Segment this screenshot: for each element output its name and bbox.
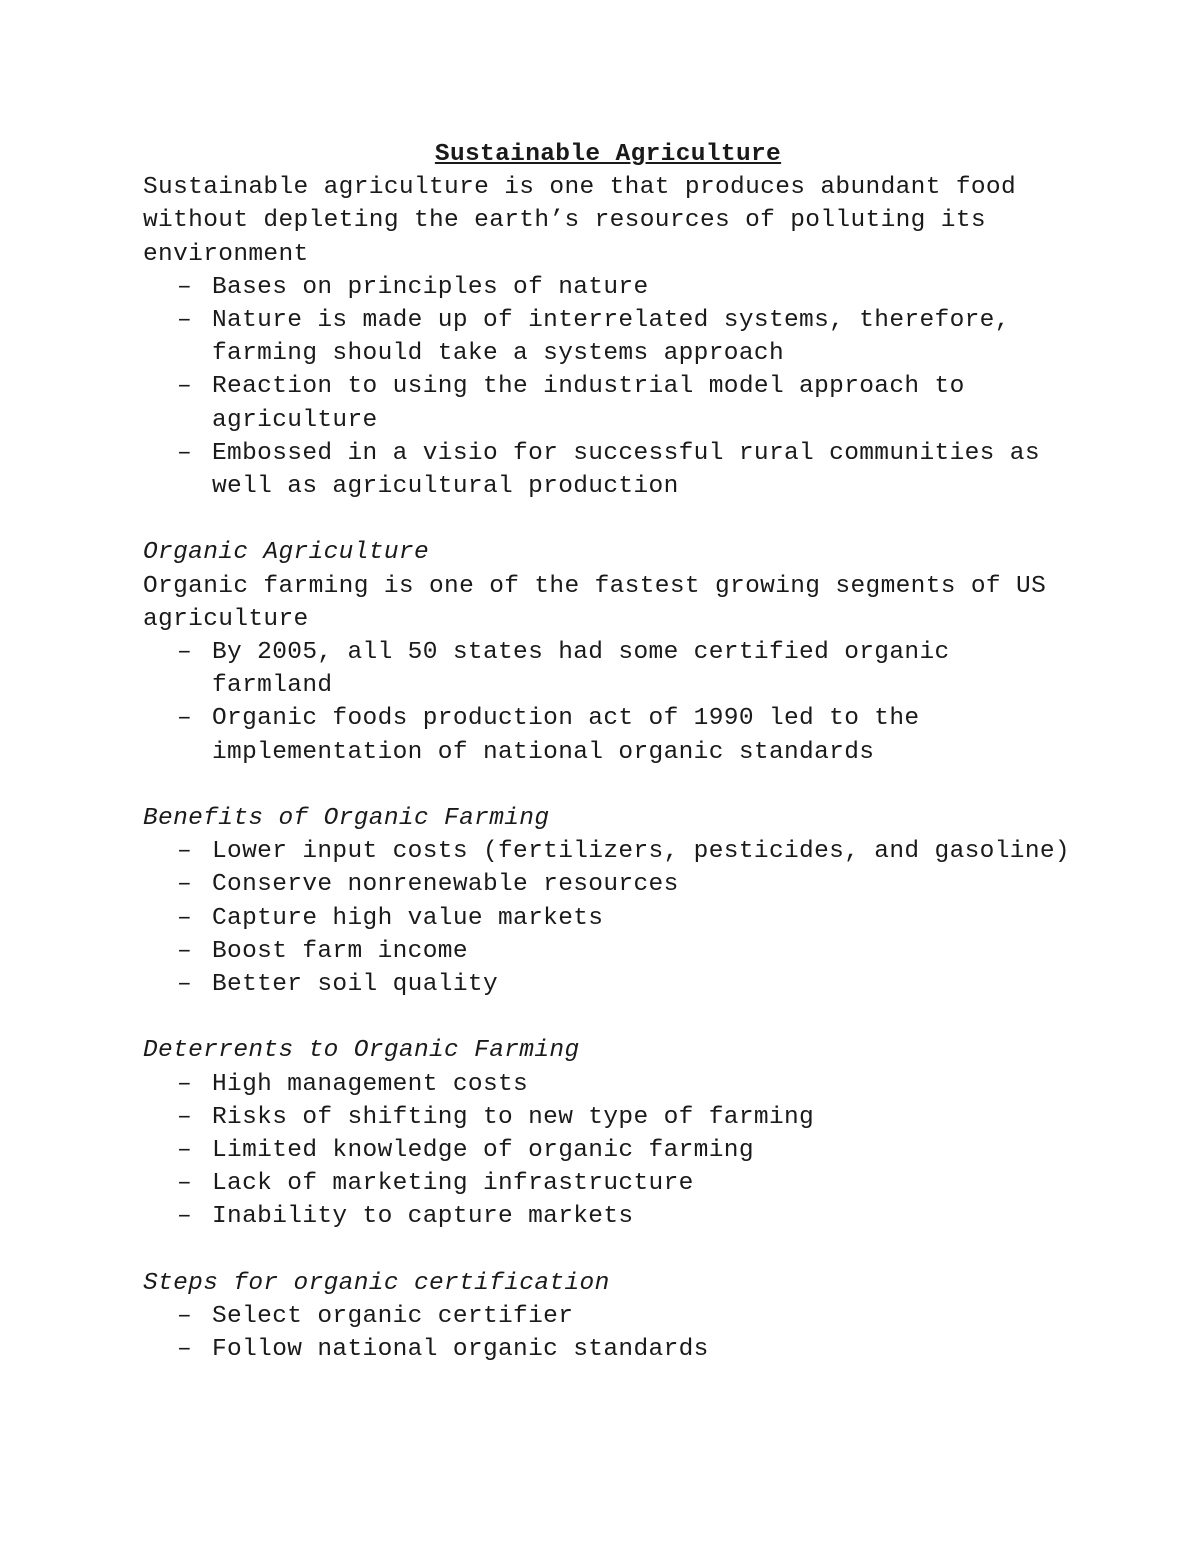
dash-icon: – <box>177 1103 193 1131</box>
organic-paragraph: Organic farming is one of the fastest growing segments of US agriculture <box>143 572 1047 633</box>
section-heading-steps: Steps for organic certification <box>143 1269 610 1297</box>
list-item: – Better soil quality <box>143 968 1073 1001</box>
list-item: – Organic foods production act of 1990 led to the implementation of national organic standards <box>143 702 1073 768</box>
dash-icon: – <box>177 273 193 301</box>
list-item: – Nature is made up of interrelated systems, therefore, farming should take a systems approach <box>143 304 1073 370</box>
list-item: – By 2005, all 50 states had some certified organic farmland <box>143 636 1073 702</box>
benefits-list <box>143 835 1073 1001</box>
dash-icon: – <box>177 1170 193 1198</box>
blank-line <box>143 503 1073 536</box>
dash-icon: – <box>177 971 193 999</box>
list-item: – Lack of marketing infrastructure <box>143 1167 1073 1200</box>
blank-line <box>143 1001 1073 1034</box>
list-item: – Follow national organic standards <box>143 1333 1073 1366</box>
organic-list <box>143 636 1073 769</box>
dash-icon: – <box>177 838 193 866</box>
dash-icon: – <box>177 1336 193 1364</box>
intro-list <box>143 271 1073 503</box>
dash-icon: – <box>177 1070 193 1098</box>
list-item: – Select organic certifier <box>143 1300 1073 1333</box>
blank-line <box>143 769 1073 802</box>
list-item: – Embossed in a visio for successful rural communities as well as agricultural production <box>143 437 1073 503</box>
dash-icon: – <box>177 1303 193 1331</box>
dash-icon: – <box>177 439 193 467</box>
dash-icon: – <box>177 1203 193 1231</box>
dash-icon: – <box>177 307 193 335</box>
list-item: – Lower input costs (fertilizers, pesticides, and gasoline) <box>143 835 1073 868</box>
dash-icon: – <box>177 1137 193 1165</box>
dash-icon: – <box>177 904 193 932</box>
dash-icon: – <box>177 937 193 965</box>
list-item: – Conserve nonrenewable resources <box>143 868 1073 901</box>
list-item: – Bases on principles of nature <box>143 271 1073 304</box>
dash-icon: – <box>177 871 193 899</box>
list-item: – High management costs <box>143 1068 1073 1101</box>
section-heading-benefits: Benefits of Organic Farming <box>143 805 550 833</box>
list-item: – Reaction to using the industrial model approach to agriculture <box>143 370 1073 436</box>
list-item: – Inability to capture markets <box>143 1200 1073 1233</box>
list-item: – Limited knowledge of organic farming <box>143 1134 1073 1167</box>
list-item: – Boost farm income <box>143 935 1073 968</box>
section-heading-deterrents: Deterrents to Organic Farming <box>143 1037 580 1065</box>
deterrents-list <box>143 1068 1073 1234</box>
intro-paragraph: Sustainable agriculture is one that produces abundant food without depleting the earth’s resources of polluting its environment <box>143 174 1017 268</box>
list-item: – Capture high value markets <box>143 902 1073 935</box>
blank-line <box>143 1234 1073 1267</box>
document-title: Sustainable Agriculture <box>434 141 782 168</box>
dash-icon: – <box>177 639 193 667</box>
dash-icon: – <box>177 705 193 733</box>
list-item: – Risks of shifting to new type of farming <box>143 1101 1073 1134</box>
steps-list <box>143 1300 1073 1366</box>
dash-icon: – <box>177 373 193 401</box>
document-page <box>143 138 1073 1366</box>
section-heading-organic: Organic Agriculture <box>143 539 429 567</box>
